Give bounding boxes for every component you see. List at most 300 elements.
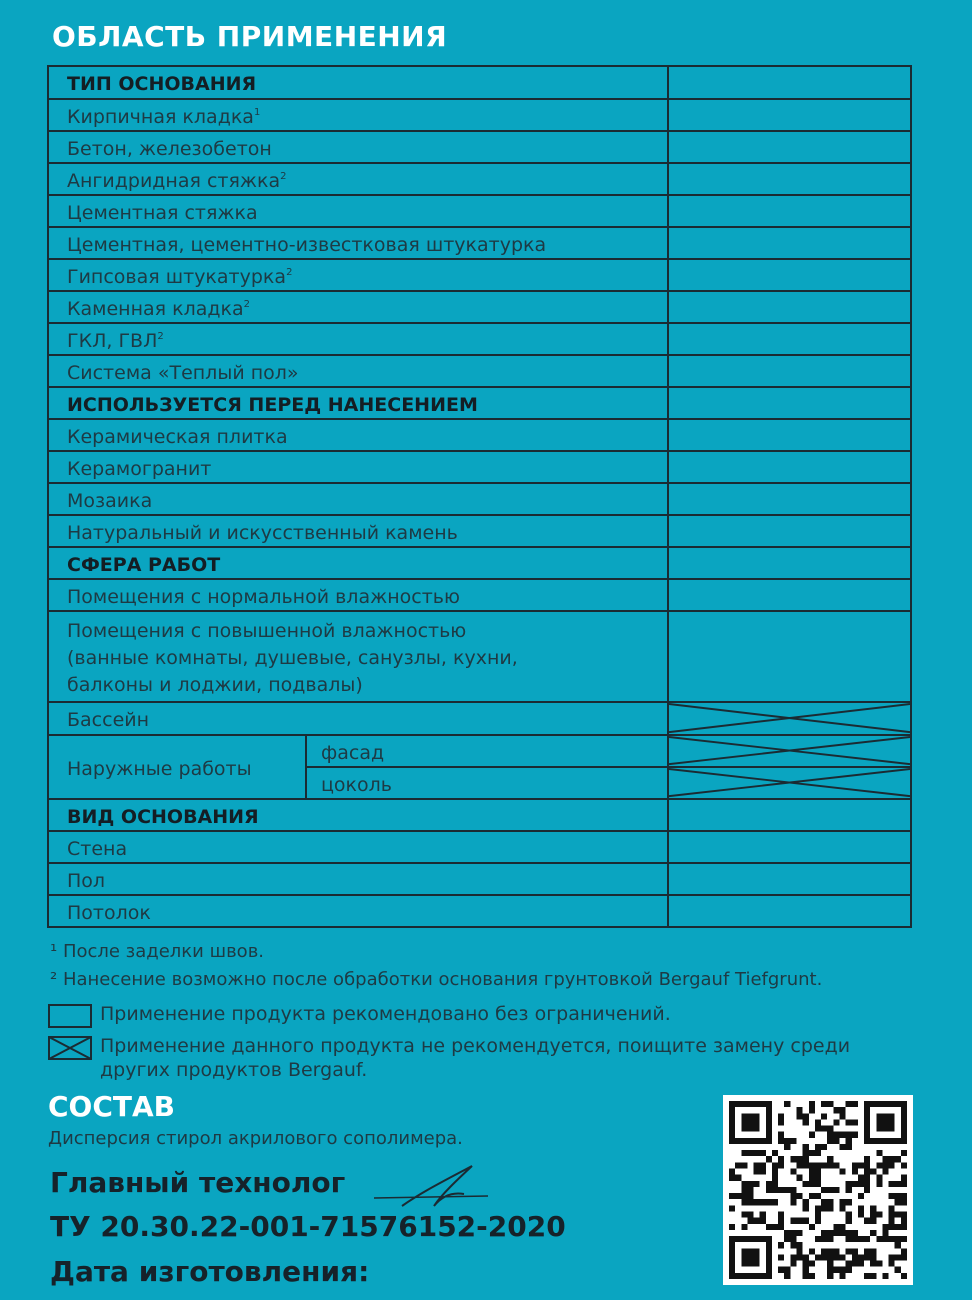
qr-module [729,1267,735,1273]
qr-module [889,1261,895,1267]
qr-module [766,1254,772,1260]
qr-module [895,1211,901,1217]
qr-module [790,1254,796,1260]
row-wall: Стена [48,831,668,863]
qr-module [784,1236,790,1242]
qr-module [858,1205,864,1211]
qr-module [797,1254,803,1260]
qr-module [901,1162,907,1168]
qr-module [803,1254,809,1260]
qr-module [889,1156,895,1162]
qr-module [839,1230,845,1236]
qr-module [790,1156,796,1162]
qr-module [833,1224,839,1230]
qr-module [852,1162,858,1168]
qr-module [858,1181,864,1187]
qr-module [747,1193,753,1199]
qr-module [846,1119,852,1125]
high-humidity-line-2: (ванные комнаты, душевые, санузлы, кухни, [67,646,518,669]
mark-cell [668,66,911,99]
qr-module [895,1236,901,1242]
qr-module [747,1138,753,1144]
qr-module [766,1181,772,1187]
qr-module [778,1187,784,1193]
qr-module [833,1267,839,1273]
qr-module [747,1254,753,1260]
qr-module [901,1199,907,1205]
qr-module [889,1205,895,1211]
qr-module [729,1224,735,1230]
mark-cell [668,291,911,323]
row-concrete: Бетон, железобетон [48,131,668,163]
qr-module [895,1101,901,1107]
qr-module [833,1230,839,1236]
row-plinth: цоколь [306,767,668,799]
row-normal-humidity: Помещения с нормальной влажностью [48,579,668,611]
row-ceramic: Керамическая плитка [48,419,668,451]
qr-module [784,1144,790,1150]
technologist-label: Главный технолог [50,1166,346,1199]
qr-module [882,1119,888,1125]
qr-module [833,1107,839,1113]
qr-module [760,1150,766,1156]
qr-module [839,1267,845,1273]
qr-module [846,1211,852,1217]
table-row [48,831,911,863]
qr-module [766,1187,772,1193]
qr-module [772,1224,778,1230]
qr-module [827,1248,833,1254]
mark-cell [668,355,911,387]
qr-module [876,1113,882,1119]
qr-module [815,1126,821,1132]
table-row [48,799,911,831]
qr-module [895,1193,901,1199]
qr-module [815,1175,821,1181]
qr-module [809,1162,815,1168]
qr-module [858,1254,864,1260]
qr-module [864,1181,870,1187]
qr-module [889,1218,895,1224]
qr-module [729,1138,735,1144]
qr-code-image [729,1101,907,1279]
section-scope: СФЕРА РАБОТ [48,547,668,579]
qr-module [778,1242,784,1248]
qr-module [754,1261,760,1267]
qr-module [747,1119,753,1125]
qr-module [852,1254,858,1260]
qr-module [889,1138,895,1144]
mark-cell [668,323,911,355]
qr-module [889,1193,895,1199]
qr-module [901,1254,907,1260]
table-row [48,419,911,451]
qr-module [839,1199,845,1205]
legend-recommended [48,1002,918,1028]
qr-module [876,1236,882,1242]
qr-module [809,1150,815,1156]
qr-module [803,1150,809,1156]
qr-module [864,1138,870,1144]
table-row [48,702,911,735]
qr-module [901,1150,907,1156]
qr-module [784,1187,790,1193]
qr-module [870,1230,876,1236]
qr-module [790,1187,796,1193]
qr-module [846,1144,852,1150]
qr-module [747,1187,753,1193]
qr-module [778,1224,784,1230]
qr-module [784,1138,790,1144]
row-natural-stone: Натуральный и искусственный камень [48,515,668,547]
row-mosaic: Мозаика [48,483,668,515]
qr-module [876,1101,882,1107]
manufacture-date-label: Дата изготовления: [50,1255,370,1288]
qr-module [772,1162,778,1168]
qr-module [821,1236,827,1242]
row-warm-floor: Система «Теплый пол» [48,355,668,387]
qr-module [747,1261,753,1267]
qr-module [827,1230,833,1236]
qr-module [882,1273,888,1279]
qr-module [821,1187,827,1193]
qr-module [778,1119,784,1125]
qr-module [729,1193,735,1199]
qr-module [778,1267,784,1273]
mark-cell [668,99,911,131]
qr-module [846,1187,852,1193]
qr-module [790,1169,796,1175]
qr-module [827,1273,833,1279]
qr-module [741,1248,747,1254]
row-floor: Пол [48,863,668,895]
qr-module [833,1119,839,1125]
footnote-1: ¹ После заделки швов. [50,941,265,962]
qr-module [901,1107,907,1113]
qr-module [870,1101,876,1107]
qr-module [778,1254,784,1260]
qr-module [797,1107,803,1113]
qr-module [766,1267,772,1273]
section-surface: ВИД ОСНОВАНИЯ [48,799,668,831]
table-row [48,735,911,767]
qr-module [760,1162,766,1168]
qr-module [809,1181,815,1187]
qr-module [833,1132,839,1138]
qr-module [864,1132,870,1138]
qr-module [852,1132,858,1138]
qr-module [821,1162,827,1168]
qr-module [729,1254,735,1260]
qr-module [833,1187,839,1193]
qr-module [827,1187,833,1193]
qr-module [760,1199,766,1205]
qr-module [827,1132,833,1138]
mark-cell [668,799,911,831]
legend-not-recommended-text: Применение данного продукта не рекомендуется, поищите замену среди других продуктов Bergauf. [100,1035,851,1081]
table-row [48,579,911,611]
qr-module [864,1169,870,1175]
qr-module [797,1175,803,1181]
qr-module [735,1175,741,1181]
qr-module [901,1132,907,1138]
row-outdoor: Наружные работы [48,735,306,799]
qr-module [797,1162,803,1168]
qr-code[interactable] [723,1095,913,1285]
table-row [48,611,911,702]
table-row [48,515,911,547]
qr-module [821,1126,827,1132]
qr-module [901,1119,907,1125]
qr-module [747,1218,753,1224]
qr-module [735,1193,741,1199]
qr-module [778,1132,784,1138]
qr-module [729,1126,735,1132]
qr-module [815,1150,821,1156]
qr-module [797,1242,803,1248]
qr-module [754,1254,760,1260]
qr-module [797,1218,803,1224]
qr-module [729,1242,735,1248]
qr-module [754,1162,760,1168]
qr-module [895,1199,901,1205]
qr-module [754,1138,760,1144]
table-row [48,483,911,515]
page-title: ОБЛАСТЬ ПРИМЕНЕНИЯ [52,20,448,53]
qr-module [870,1261,876,1267]
qr-module [846,1181,852,1187]
qr-module [852,1119,858,1125]
qr-module [747,1126,753,1132]
row-high-humidity [48,611,668,702]
qr-module [809,1193,815,1199]
qr-module [864,1254,870,1260]
qr-module [790,1193,796,1199]
qr-module [754,1218,760,1224]
mark-cell [668,515,911,547]
table-row [48,323,911,355]
qr-module [876,1150,882,1156]
qr-module [821,1205,827,1211]
qr-module [833,1162,839,1168]
qr-module [815,1218,821,1224]
qr-module [827,1205,833,1211]
qr-module [895,1254,901,1260]
qr-module [772,1187,778,1193]
qr-module [747,1181,753,1187]
qr-module [846,1261,852,1267]
qr-module [747,1113,753,1119]
qr-module [889,1224,895,1230]
qr-module [778,1138,784,1144]
qr-module [803,1218,809,1224]
qr-module [889,1101,895,1107]
cross-mark-icon [669,703,910,733]
qr-module [882,1101,888,1107]
qr-module [827,1138,833,1144]
qr-module [729,1273,735,1279]
qr-module [827,1254,833,1260]
qr-module [747,1199,753,1205]
mark-cell [668,131,911,163]
qr-module [846,1236,852,1242]
qr-module [766,1199,772,1205]
qr-module [747,1248,753,1254]
row-anhydrite: Ангидридная стяжка$^2$ [48,163,668,195]
qr-module [870,1273,876,1279]
qr-module [760,1169,766,1175]
qr-module [797,1156,803,1162]
qr-module [821,1230,827,1236]
qr-module [741,1254,747,1260]
mark-cell [668,195,911,227]
qr-module [754,1113,760,1119]
qr-module [833,1248,839,1254]
qr-module [803,1181,809,1187]
qr-module [766,1236,772,1242]
qr-module [729,1113,735,1119]
qr-module [858,1193,864,1199]
row-cement-screed: Цементная стяжка [48,195,668,227]
qr-module [766,1156,772,1162]
qr-module [852,1248,858,1254]
not-recommended-mark [668,735,911,767]
qr-module [797,1113,803,1119]
qr-module [821,1199,827,1205]
qr-module [852,1230,858,1236]
qr-module [870,1248,876,1254]
qr-module [846,1248,852,1254]
qr-module [735,1162,741,1168]
qr-module [889,1211,895,1217]
qr-module [889,1236,895,1242]
qr-module [784,1267,790,1273]
qr-module [809,1107,815,1113]
qr-module [901,1101,907,1107]
qr-module [790,1236,796,1242]
row-facade: фасад [306,735,668,767]
qr-module [864,1248,870,1254]
qr-module [754,1150,760,1156]
qr-module [864,1119,870,1125]
qr-module [747,1236,753,1242]
qr-module [821,1254,827,1260]
qr-module [754,1248,760,1254]
qr-module [760,1218,766,1224]
footnote-2: ² Нанесение возможно после обработки основания грунтовкой Bergauf Tiefgrunt. [50,969,823,990]
qr-module [858,1175,864,1181]
table-row [48,451,911,483]
qr-module [895,1267,901,1273]
qr-module [784,1230,790,1236]
qr-module [852,1261,858,1267]
row-cement-plaster: Цементная, цементно-известковая штукатурка [48,227,668,259]
mark-cell [668,227,911,259]
qr-module [901,1126,907,1132]
qr-module [760,1101,766,1107]
cross-mark-icon [669,736,910,765]
qr-module [864,1236,870,1242]
qr-module [858,1261,864,1267]
qr-module [839,1169,845,1175]
qr-module [895,1224,901,1230]
qr-module [870,1169,876,1175]
qr-module [772,1199,778,1205]
qr-module [815,1193,821,1199]
qr-module [846,1199,852,1205]
qr-module [766,1119,772,1125]
not-recommended-mark [668,767,911,799]
table-row [48,227,911,259]
qr-module [754,1119,760,1125]
qr-module [839,1205,845,1211]
qr-module [827,1199,833,1205]
signature-icon [372,1162,492,1212]
row-brick: Кирпичная кладка$^1$ [48,99,668,131]
mark-cell [668,387,911,419]
legend-recommended-text: Применение продукта рекомендовано без ограничений. [100,1003,671,1025]
qr-module [809,1101,815,1107]
qr-module [901,1181,907,1187]
qr-module [784,1101,790,1107]
qr-module [815,1205,821,1211]
qr-module [870,1205,876,1211]
qr-module [747,1101,753,1107]
application-table [47,65,912,928]
qr-module [870,1211,876,1217]
qr-module [839,1224,845,1230]
table-row [48,547,911,579]
section-before: ИСПОЛЬЗУЕТСЯ ПЕРЕД НАНЕСЕНИЕМ [48,387,668,419]
row-pool: Бассейн [48,702,668,735]
qr-module [772,1150,778,1156]
qr-module [729,1248,735,1254]
table-row [48,195,911,227]
qr-module [766,1273,772,1279]
qr-module [729,1119,735,1125]
qr-module [882,1162,888,1168]
qr-module [766,1224,772,1230]
mark-cell [668,163,911,195]
qr-module [815,1211,821,1217]
qr-module [889,1181,895,1187]
qr-module [821,1248,827,1254]
qr-module [803,1205,809,1211]
qr-module [778,1156,784,1162]
qr-module [864,1156,870,1162]
qr-module [778,1211,784,1217]
crossed-box-icon [48,1036,92,1060]
qr-module [864,1107,870,1113]
qr-module [729,1236,735,1242]
mark-cell [668,831,911,863]
qr-module [901,1113,907,1119]
qr-module [827,1126,833,1132]
qr-module [882,1138,888,1144]
qr-module [772,1181,778,1187]
mark-cell [668,451,911,483]
table-row [48,387,911,419]
qr-module [827,1156,833,1162]
qr-module [864,1175,870,1181]
qr-module [741,1261,747,1267]
qr-module [766,1132,772,1138]
qr-module [858,1162,864,1168]
qr-module [889,1113,895,1119]
qr-module [821,1113,827,1119]
qr-module [839,1273,845,1279]
qr-module [864,1218,870,1224]
